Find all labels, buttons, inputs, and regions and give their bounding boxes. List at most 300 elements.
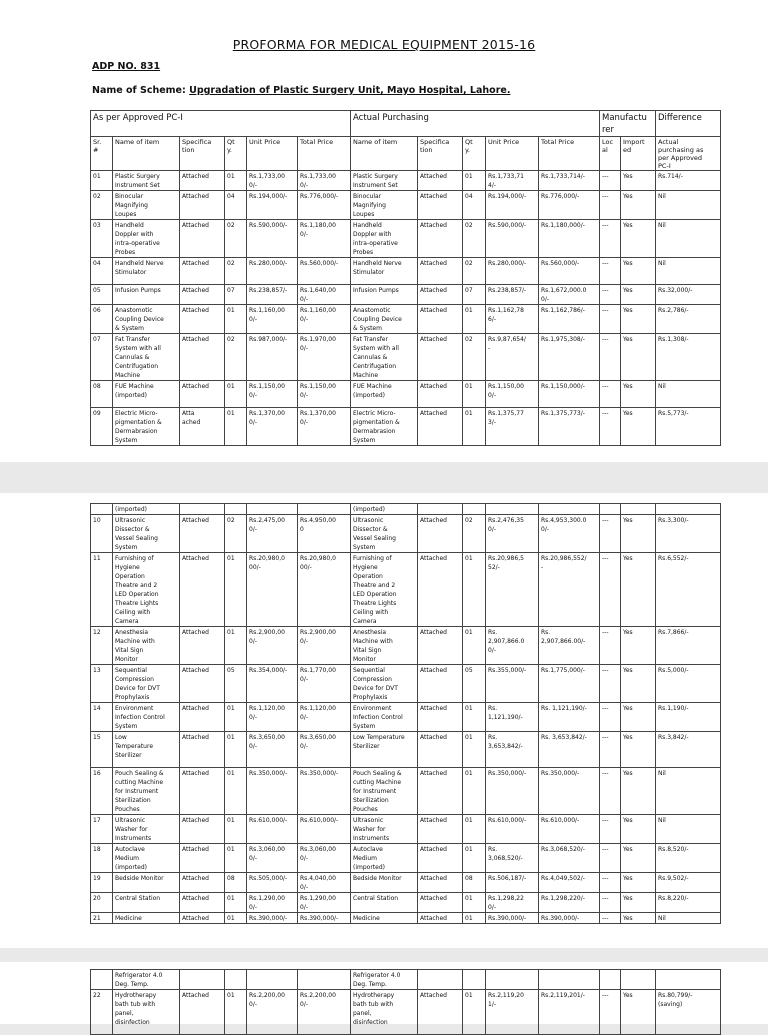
approved-total-price: Rs.1,733,00 0/- [298, 171, 351, 191]
approved-total-price: Rs.1,150,00 0/- [298, 381, 351, 408]
sr-no [91, 970, 113, 990]
actual-unit-price: Rs.506,187/- [486, 873, 539, 893]
difference-amount: Nil [656, 768, 721, 815]
actual-specification: Attached [418, 285, 463, 305]
approved-item-name: FUE Machine (imported) [113, 381, 180, 408]
actual-unit-price: Rs.350,000/- [486, 768, 539, 815]
approved-total-price: Rs.1,290,00 0/- [298, 893, 351, 913]
band-header-row [91, 111, 721, 137]
difference-amount [656, 970, 721, 990]
approved-specification: Attached [180, 732, 225, 768]
manufacturer-local: --- [600, 815, 621, 844]
actual-specification: Attached [418, 171, 463, 191]
actual-specification: Attached [418, 873, 463, 893]
actual-specification [418, 970, 463, 990]
actual-unit-price: Rs.355,000/- [486, 665, 539, 703]
actual-qty [463, 504, 486, 515]
band-header-manufacturer: Manufactu rer [600, 111, 656, 137]
approved-item-name: Furnishing of Hygiene Operation Theatre and 2 LED Operation Theatre Lights Ceiling with Camera [113, 553, 180, 627]
approved-specification: Attached [180, 627, 225, 665]
approved-total-price: Rs.1,180,00 0/- [298, 220, 351, 258]
actual-item-name: Plastic Surgery Instrument Set [351, 171, 418, 191]
actual-unit-price: Rs.1,733,71 4/- [486, 171, 539, 191]
column-header-approved-item-name: Name of item [113, 137, 180, 171]
scheme-line [92, 85, 510, 96]
approved-unit-price: Rs.350,000/- [247, 768, 298, 815]
actual-unit-price: Rs.590,000/- [486, 220, 539, 258]
manufacturer-local: --- [600, 873, 621, 893]
manufacturer-local [600, 504, 621, 515]
approved-item-name: Bedside Monitor [113, 873, 180, 893]
approved-total-price [298, 970, 351, 990]
actual-total-price: Rs.1,298,220/- [539, 893, 600, 913]
actual-qty [463, 970, 486, 990]
manufacturer-imported: Yes [621, 703, 656, 732]
approved-item-name: Electric Micro- pigmentation & Dermabrasion System [113, 408, 180, 446]
actual-total-price [539, 970, 600, 990]
manufacturer-imported: Yes [621, 627, 656, 665]
manufacturer-imported: Yes [621, 732, 656, 768]
actual-item-name: Infusion Pumps [351, 285, 418, 305]
approved-item-name: Central Station [113, 893, 180, 913]
actual-qty: 02 [463, 258, 486, 285]
approved-unit-price: Rs.987,000/- [247, 334, 298, 381]
table-row [91, 893, 721, 913]
actual-total-price: Rs.3,068,520/- [539, 844, 600, 873]
manufacturer-local: --- [600, 171, 621, 191]
actual-specification: Attached [418, 844, 463, 873]
manufacturer-local: --- [600, 381, 621, 408]
manufacturer-local: --- [600, 732, 621, 768]
table-row [91, 381, 721, 408]
actual-unit-price: Rs.9,87,654/ - [486, 334, 539, 381]
column-header-actual-unit-price: Unit Price [486, 137, 539, 171]
actual-item-name: Autoclave Medium (imported) [351, 844, 418, 873]
approved-total-price [298, 504, 351, 515]
actual-specification: Attached [418, 893, 463, 913]
approved-qty: 02 [225, 258, 247, 285]
column-header-row [91, 137, 721, 171]
actual-qty: 01 [463, 171, 486, 191]
actual-specification [418, 504, 463, 515]
table-row [91, 171, 721, 191]
approved-qty: 01 [225, 703, 247, 732]
approved-unit-price: Rs.1,290,00 0/- [247, 893, 298, 913]
actual-unit-price: Rs.610,000/- [486, 815, 539, 844]
sr-no: 03 [91, 220, 113, 258]
actual-specification: Attached [418, 334, 463, 381]
actual-total-price: Rs.1,162,786/- [539, 305, 600, 334]
table-row [91, 515, 721, 553]
approved-item-name: Medicine [113, 913, 180, 924]
approved-unit-price: Rs.2,900,00 0/- [247, 627, 298, 665]
manufacturer-local: --- [600, 913, 621, 924]
approved-total-price: Rs.20,980,0 00/- [298, 553, 351, 627]
approved-unit-price: Rs.505,000/- [247, 873, 298, 893]
actual-unit-price: Rs.2,119,20 1/- [486, 990, 539, 1035]
difference-amount: Rs.8,220/- [656, 893, 721, 913]
approved-item-name: Ultrasonic Dissector & Vessel Sealing System [113, 515, 180, 553]
approved-item-name: Low Temperature Sterilizer [113, 732, 180, 768]
table-row [91, 844, 721, 873]
table-row [91, 258, 721, 285]
difference-amount: Rs.80,799/- (saving) [656, 990, 721, 1035]
actual-total-price: Rs.1,672,000.0 0/- [539, 285, 600, 305]
band-header-approved: As per Approved PC-I [91, 111, 351, 137]
column-header-actual-item-name: Name of item [351, 137, 418, 171]
table-row [91, 732, 721, 768]
approved-qty: 02 [225, 515, 247, 553]
sr-no: 16 [91, 768, 113, 815]
manufacturer-local: --- [600, 258, 621, 285]
manufacturer-imported: Yes [621, 893, 656, 913]
actual-unit-price: Rs.194,000/- [486, 191, 539, 220]
table-row [91, 768, 721, 815]
actual-unit-price: Rs. 1,121,190/- [486, 703, 539, 732]
actual-item-name: Furnishing of Hygiene Operation Theatre and 2 LED Operation Theatre Lights Ceiling with Camera [351, 553, 418, 627]
approved-qty: 01 [225, 627, 247, 665]
manufacturer-local: --- [600, 893, 621, 913]
approved-total-price: Rs.3,650,00 0/- [298, 732, 351, 768]
approved-specification: Atta ached [180, 408, 225, 446]
approved-item-name: Infusion Pumps [113, 285, 180, 305]
approved-unit-price: Rs.20,980,0 00/- [247, 553, 298, 627]
actual-item-name: Bedside Monitor [351, 873, 418, 893]
approved-unit-price: Rs.1,160,00 0/- [247, 305, 298, 334]
manufacturer-imported: Yes [621, 334, 656, 381]
manufacturer-imported: Yes [621, 381, 656, 408]
actual-total-price: Rs.1,180,000/- [539, 220, 600, 258]
actual-unit-price: Rs.1,162,78 6/- [486, 305, 539, 334]
manufacturer-imported: Yes [621, 665, 656, 703]
approved-item-name: Sequential Compression Device for DVT Prophylaxis [113, 665, 180, 703]
band-header-difference: Difference [656, 111, 721, 137]
approved-item-name: Pouch Sealing & cutting Machine for Instrument Sterilization Pouches [113, 768, 180, 815]
actual-item-name: Ultrasonic Washer for Instruments [351, 815, 418, 844]
approved-qty: 01 [225, 381, 247, 408]
actual-qty: 01 [463, 990, 486, 1035]
actual-total-price: Rs.4,049,502/- [539, 873, 600, 893]
table-row [91, 504, 721, 515]
actual-qty: 01 [463, 553, 486, 627]
table-row [91, 285, 721, 305]
approved-unit-price: Rs.2,475,00 0/- [247, 515, 298, 553]
approved-item-name: Autoclave Medium (imported) [113, 844, 180, 873]
column-header-actual-specification: Specifica tion [418, 137, 463, 171]
approved-item-name: Ultrasonic Washer for Instruments [113, 815, 180, 844]
column-header-actual-qty: Qt y. [463, 137, 486, 171]
approved-total-price: Rs.1,770,00 0/- [298, 665, 351, 703]
approved-item-name: Handheld Nerve Stimulator [113, 258, 180, 285]
actual-item-name: Sequential Compression Device for DVT Prophylaxis [351, 665, 418, 703]
approved-qty: 07 [225, 285, 247, 305]
approved-item-name: (imported) [113, 504, 180, 515]
actual-specification: Attached [418, 913, 463, 924]
actual-unit-price: Rs. 2,907,866.0 0/- [486, 627, 539, 665]
actual-item-name: Fat Transfer System with all Cannulas & Centrifugation Machine [351, 334, 418, 381]
approved-specification: Attached [180, 913, 225, 924]
difference-amount: Nil [656, 220, 721, 258]
actual-item-name: Hydrotherapy bath tub with panel, disinfection [351, 990, 418, 1035]
table-row [91, 220, 721, 258]
actual-unit-price [486, 970, 539, 990]
manufacturer-local: --- [600, 553, 621, 627]
actual-qty: 02 [463, 334, 486, 381]
approved-specification [180, 504, 225, 515]
table-row [91, 703, 721, 732]
approved-unit-price [247, 504, 298, 515]
manufacturer-imported: Yes [621, 844, 656, 873]
sr-no [91, 504, 113, 515]
approved-specification: Attached [180, 285, 225, 305]
approved-total-price: Rs.390,000/- [298, 913, 351, 924]
actual-specification: Attached [418, 515, 463, 553]
table-row [91, 191, 721, 220]
difference-amount: Rs.8,520/- [656, 844, 721, 873]
actual-item-name: Central Station [351, 893, 418, 913]
manufacturer-local: --- [600, 768, 621, 815]
approved-qty: 01 [225, 768, 247, 815]
approved-total-price: Rs.350,000/- [298, 768, 351, 815]
approved-total-price: Rs.3,060,00 0/- [298, 844, 351, 873]
approved-specification: Attached [180, 768, 225, 815]
sr-no: 05 [91, 285, 113, 305]
manufacturer-imported: Yes [621, 768, 656, 815]
actual-unit-price: Rs.390,000/- [486, 913, 539, 924]
actual-specification: Attached [418, 191, 463, 220]
approved-item-name: Hydrotherapy bath tub with panel, disinfection [113, 990, 180, 1035]
approved-item-name: Fat Transfer System with all Cannulas & Centrifugation Machine [113, 334, 180, 381]
actual-qty: 01 [463, 381, 486, 408]
actual-qty: 01 [463, 305, 486, 334]
actual-unit-price: Rs.238,857/- [486, 285, 539, 305]
column-header-sr-no: Sr. # [91, 137, 113, 171]
actual-specification: Attached [418, 990, 463, 1035]
actual-total-price: Rs.4,953,300.0 0/- [539, 515, 600, 553]
approved-total-price: Rs.1,970,00 0/- [298, 334, 351, 381]
difference-amount: Rs.1,308/- [656, 334, 721, 381]
approved-unit-price: Rs.2,200,00 0/- [247, 990, 298, 1035]
actual-item-name: Anastomotic Coupling Device & System [351, 305, 418, 334]
approved-qty: 01 [225, 553, 247, 627]
manufacturer-local: --- [600, 220, 621, 258]
actual-item-name: Electric Micro- pigmentation & Dermabrasion System [351, 408, 418, 446]
manufacturer-imported: Yes [621, 815, 656, 844]
approved-item-name: Anastomotic Coupling Device & System [113, 305, 180, 334]
approved-specification: Attached [180, 305, 225, 334]
actual-specification: Attached [418, 732, 463, 768]
difference-amount: Rs.6,552/- [656, 553, 721, 627]
difference-amount: Rs.32,000/- [656, 285, 721, 305]
actual-total-price: Rs.390,000/- [539, 913, 600, 924]
approved-specification: Attached [180, 334, 225, 381]
actual-qty: 08 [463, 873, 486, 893]
band-header-actual: Actual Purchasing [351, 111, 600, 137]
approved-total-price: Rs.2,200,00 0/- [298, 990, 351, 1035]
sr-no: 02 [91, 191, 113, 220]
approved-qty: 01 [225, 990, 247, 1035]
approved-qty: 01 [225, 913, 247, 924]
approved-total-price: Rs.776,000/- [298, 191, 351, 220]
table-row [91, 913, 721, 924]
actual-total-price: Rs.1,150,000/- [539, 381, 600, 408]
actual-item-name: Low Temperature Sterilizer [351, 732, 418, 768]
sr-no: 10 [91, 515, 113, 553]
table-row [91, 408, 721, 446]
actual-item-name: Handheld Doppler with intra-operative Probes [351, 220, 418, 258]
manufacturer-imported: Yes [621, 171, 656, 191]
equipment-table-page-2 [90, 503, 721, 924]
table-row [91, 815, 721, 844]
actual-total-price: Rs. 1,121,190/- [539, 703, 600, 732]
column-header-approved-qty: Qt y. [225, 137, 247, 171]
approved-specification: Attached [180, 990, 225, 1035]
approved-qty: 01 [225, 844, 247, 873]
actual-item-name: Handheld Nerve Stimulator [351, 258, 418, 285]
difference-amount: Rs.9,502/- [656, 873, 721, 893]
manufacturer-imported: Yes [621, 553, 656, 627]
table-row [91, 334, 721, 381]
manufacturer-imported: Yes [621, 913, 656, 924]
approved-unit-price: Rs.3,060,00 0/- [247, 844, 298, 873]
actual-total-price: Rs.1,733,714/- [539, 171, 600, 191]
actual-item-name: Medicine [351, 913, 418, 924]
approved-unit-price [247, 970, 298, 990]
actual-total-price: Rs.1,975,308/- [539, 334, 600, 381]
actual-total-price: Rs.560,000/- [539, 258, 600, 285]
actual-specification: Attached [418, 553, 463, 627]
difference-amount: Rs.3,300/- [656, 515, 721, 553]
sr-no: 20 [91, 893, 113, 913]
approved-specification: Attached [180, 381, 225, 408]
approved-qty: 02 [225, 334, 247, 381]
approved-specification: Attached [180, 893, 225, 913]
difference-amount: Nil [656, 191, 721, 220]
actual-total-price: Rs.20,986,552/ - [539, 553, 600, 627]
approved-total-price: Rs.4,040,00 0/- [298, 873, 351, 893]
manufacturer-local: --- [600, 844, 621, 873]
approved-qty: 01 [225, 305, 247, 334]
actual-specification: Attached [418, 665, 463, 703]
actual-unit-price: Rs.280,000/- [486, 258, 539, 285]
approved-qty: 01 [225, 408, 247, 446]
actual-qty: 04 [463, 191, 486, 220]
actual-unit-price: Rs.20,986,5 52/- [486, 553, 539, 627]
table-row [91, 990, 721, 1035]
actual-unit-price: Rs.1,150,00 0/- [486, 381, 539, 408]
difference-amount [656, 504, 721, 515]
sr-no: 18 [91, 844, 113, 873]
actual-specification: Attached [418, 703, 463, 732]
approved-specification: Attached [180, 171, 225, 191]
difference-amount: Nil [656, 913, 721, 924]
sr-no: 04 [91, 258, 113, 285]
sr-no: 12 [91, 627, 113, 665]
table-row [91, 305, 721, 334]
actual-unit-price: Rs.2,476,35 0/- [486, 515, 539, 553]
manufacturer-imported: Yes [621, 191, 656, 220]
actual-specification: Attached [418, 220, 463, 258]
manufacturer-local: --- [600, 334, 621, 381]
actual-specification: Attached [418, 381, 463, 408]
manufacturer-imported: Yes [621, 258, 656, 285]
difference-amount: Rs.7,866/- [656, 627, 721, 665]
actual-specification: Attached [418, 258, 463, 285]
approved-item-name: Plastic Surgery Instrument Set [113, 171, 180, 191]
actual-specification: Attached [418, 627, 463, 665]
actual-qty: 01 [463, 703, 486, 732]
approved-item-name: Anesthesia Machine with Vital Sign Monitor [113, 627, 180, 665]
actual-qty: 01 [463, 732, 486, 768]
approved-total-price: Rs.1,160,00 0/- [298, 305, 351, 334]
difference-amount: Rs.3,842/- [656, 732, 721, 768]
approved-total-price: Rs.2,900,00 0/- [298, 627, 351, 665]
approved-specification: Attached [180, 815, 225, 844]
approved-specification: Attached [180, 553, 225, 627]
actual-item-name: Ultrasonic Dissector & Vessel Sealing System [351, 515, 418, 553]
sr-no: 21 [91, 913, 113, 924]
manufacturer-imported: Yes [621, 873, 656, 893]
difference-amount: Nil [656, 815, 721, 844]
sr-no: 06 [91, 305, 113, 334]
table-row [91, 970, 721, 990]
approved-unit-price: Rs.610,000/- [247, 815, 298, 844]
manufacturer-local: --- [600, 285, 621, 305]
approved-qty: 02 [225, 220, 247, 258]
manufacturer-imported: Yes [621, 305, 656, 334]
actual-qty: 01 [463, 627, 486, 665]
sr-no: 22 [91, 990, 113, 1035]
approved-specification: Attached [180, 258, 225, 285]
approved-qty: 01 [225, 815, 247, 844]
manufacturer-imported: Yes [621, 408, 656, 446]
actual-qty: 01 [463, 893, 486, 913]
approved-total-price: Rs.1,120,00 0/- [298, 703, 351, 732]
actual-item-name: Pouch Sealing & cutting Machine for Instrument Sterilization Pouches [351, 768, 418, 815]
difference-amount: Rs.5,000/- [656, 665, 721, 703]
document-title: PROFORMA FOR MEDICAL EQUIPMENT 2015-16 [232, 37, 536, 52]
actual-qty: 01 [463, 408, 486, 446]
approved-qty: 01 [225, 732, 247, 768]
sr-no: 07 [91, 334, 113, 381]
approved-qty [225, 504, 247, 515]
sr-no: 09 [91, 408, 113, 446]
actual-item-name: FUE Machine (imported) [351, 381, 418, 408]
scheme-label: Name of Scheme: [92, 85, 190, 96]
actual-qty: 07 [463, 285, 486, 305]
approved-specification: Attached [180, 873, 225, 893]
column-header-approved-total-price: Total Price [298, 137, 351, 171]
actual-unit-price: Rs.1,298,22 0/- [486, 893, 539, 913]
sr-no: 01 [91, 171, 113, 191]
approved-qty: 08 [225, 873, 247, 893]
actual-qty: 01 [463, 768, 486, 815]
actual-qty: 02 [463, 515, 486, 553]
actual-specification: Attached [418, 305, 463, 334]
manufacturer-local: --- [600, 515, 621, 553]
table-row [91, 627, 721, 665]
scheme-value: Upgradation of Plastic Surgery Unit, Mayo Hospital, Lahore. [189, 85, 511, 96]
difference-amount: Nil [656, 258, 721, 285]
column-header-difference-amount: Actual purchasing as per Approved PC-I [656, 137, 721, 171]
difference-amount: Rs.5,773/- [656, 408, 721, 446]
column-header-manufacturer-imported: Import ed [621, 137, 656, 171]
manufacturer-local: --- [600, 408, 621, 446]
actual-unit-price: Rs.1,375,77 3/- [486, 408, 539, 446]
table-row [91, 553, 721, 627]
sr-no: 11 [91, 553, 113, 627]
approved-qty: 01 [225, 893, 247, 913]
